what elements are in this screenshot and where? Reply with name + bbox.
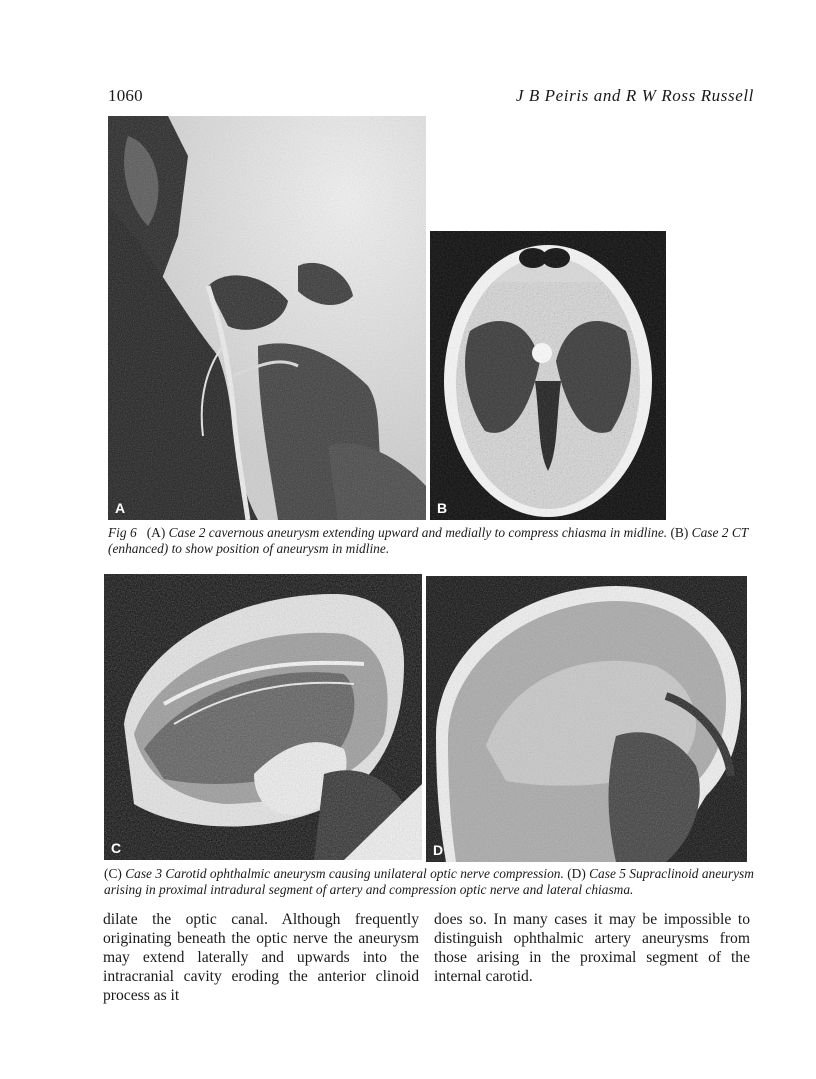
- figure-d-image: [426, 576, 747, 862]
- running-head: J B Peiris and R W Ross Russell: [515, 86, 754, 105]
- caption-text-d: Case 5 Supraclinoid aneurysm arising in proximal intradural segment of artery and compression optic nerve and lateral chiasma.: [104, 866, 754, 897]
- figure-b-label: B: [437, 500, 448, 516]
- caption-text-a: Case 2 cavernous aneurysm extending upward and medially to compress chiasma in midline.: [165, 525, 671, 540]
- figure-a-image: [108, 116, 426, 520]
- figure-6-caption-ab: [108, 525, 768, 557]
- caption-letter-b: (B): [670, 525, 689, 540]
- figure-c-image: [104, 574, 422, 860]
- figure-d-angiogram: [426, 576, 747, 862]
- figure-b-ct-scan: [430, 231, 666, 520]
- caption-text-c: Case 3 Carotid ophthalmic aneurysm causing unilateral optic nerve compression.: [121, 866, 568, 881]
- figure-6-caption-cd: [104, 866, 764, 898]
- figure-a-label: A: [115, 500, 126, 516]
- page-number: 1060: [108, 86, 143, 105]
- caption-text-b: Case 2 CT (enhanced) to show position of aneurysm in midline.: [108, 525, 748, 556]
- body-text-right-column: does so. In many cases it may be impossible to distinguish ophthalmic artery aneurysms from those arising in the proximal segment of the internal carotid.: [434, 911, 750, 985]
- body-text-left-column: dilate the optic canal. Although frequently originating beneath the optic nerve the aneurysm may extend laterally and upwards into the intracranial cavity eroding the anterior clinoid process as it: [103, 911, 419, 1004]
- figure-a-angiogram: [108, 116, 426, 520]
- figure-d-label: D: [433, 842, 444, 858]
- figure-b-image: [430, 231, 666, 520]
- caption-letter-d: (D): [567, 866, 586, 881]
- figure-c-angiogram: [104, 574, 422, 860]
- caption-letter-c: (C): [104, 866, 122, 881]
- caption-letter-a: (A): [146, 525, 166, 540]
- caption-fig-number: Fig 6: [108, 525, 137, 540]
- figure-c-label: C: [111, 840, 122, 856]
